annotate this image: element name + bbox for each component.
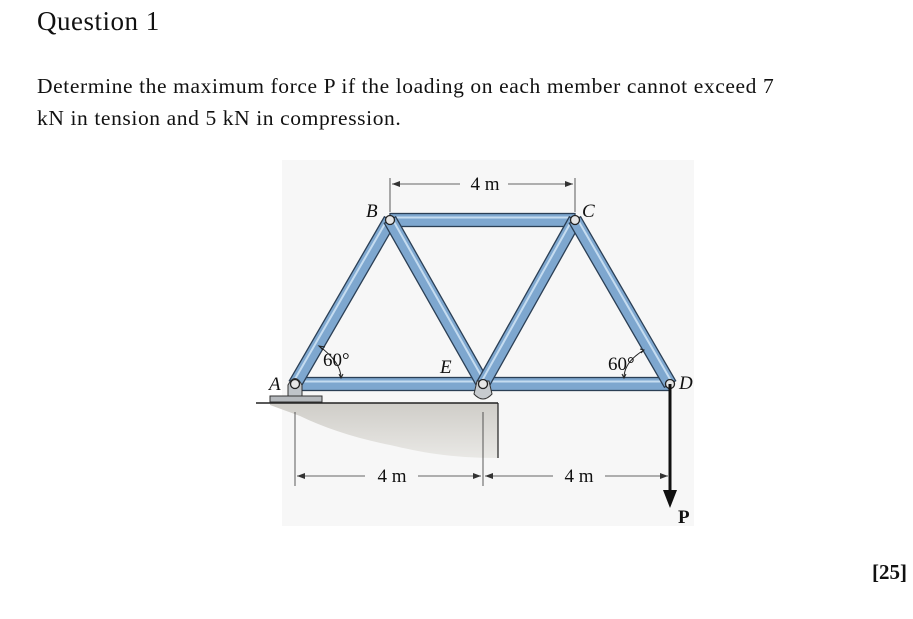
pin-c	[571, 216, 580, 225]
joint-label-c: C	[582, 201, 595, 222]
joint-label-e: E	[440, 357, 452, 378]
joint-label-a: A	[269, 374, 281, 395]
pin-e	[479, 380, 488, 389]
joint-label-b: B	[366, 201, 378, 222]
question-marks: [25]	[872, 560, 907, 584]
member-ae	[295, 378, 483, 391]
question-text-line-1: Determine the maximum force P if the loading on each member cannot exceed 7	[37, 74, 775, 98]
angle-label-left: 60°	[323, 350, 350, 371]
member-ed	[483, 378, 670, 391]
question-text-line-2: kN in tension and 5 kN in compression.	[37, 106, 402, 130]
dimension-bottom-left-label: 4 m	[377, 466, 407, 487]
pin-a	[291, 380, 300, 389]
joint-label-d: D	[679, 373, 693, 394]
angle-label-right: 60°	[608, 354, 635, 375]
question-title: Question 1	[37, 6, 160, 36]
load-label-p: P	[678, 507, 690, 528]
dimension-top-label: 4 m	[470, 174, 500, 195]
dimension-bottom-right-label: 4 m	[564, 466, 594, 487]
pin-b	[386, 216, 395, 225]
member-bc	[390, 214, 575, 227]
